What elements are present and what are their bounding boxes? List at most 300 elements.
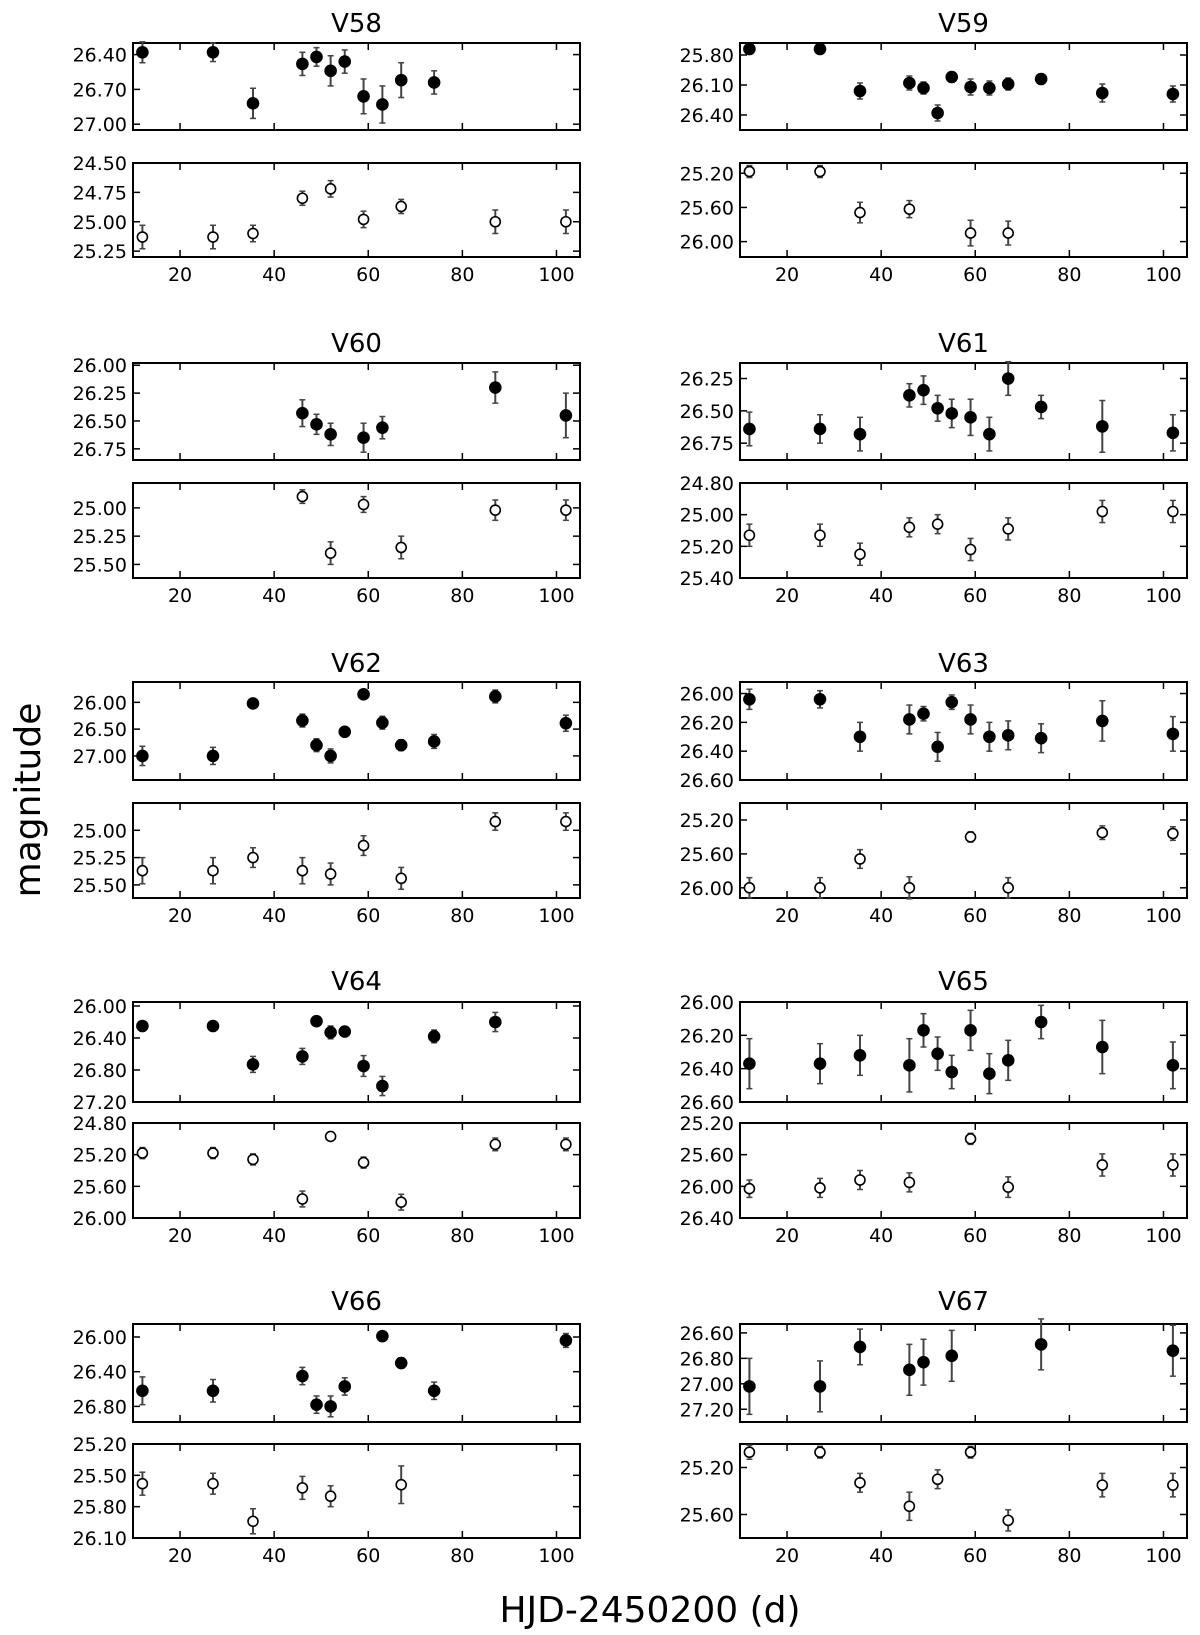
y-tick-label: 26.40: [72, 1028, 127, 1050]
open-marker: [855, 549, 865, 559]
y-tick-label: 27.00: [679, 1373, 734, 1396]
data-point: [207, 747, 218, 764]
data-point: [933, 515, 943, 534]
open-marker: [855, 1478, 865, 1488]
plot-frame: [740, 163, 1187, 257]
open-marker: [744, 530, 754, 540]
data-point: [377, 86, 388, 123]
filled-marker: [946, 72, 957, 83]
panel-v59: [680, 9, 1187, 286]
open-marker: [326, 1491, 336, 1501]
filled-marker: [946, 408, 957, 419]
upper-subplot: [73, 996, 580, 1114]
upper-subplot: [73, 682, 580, 780]
filled-marker: [207, 47, 218, 58]
data-point: [946, 72, 957, 83]
y-tick-label: 25.25: [72, 526, 127, 549]
y-tick-label: 25.50: [72, 554, 127, 577]
open-marker: [490, 505, 500, 515]
lower-subplot: [680, 803, 1187, 927]
x-tick-label: 60: [963, 1545, 988, 1567]
y-tick-label: 25.20: [679, 809, 734, 832]
panel-title: V60: [331, 329, 382, 359]
data-point: [339, 1026, 350, 1037]
data-point: [207, 1021, 218, 1032]
data-point: [946, 1330, 957, 1381]
data-point: [815, 166, 825, 178]
x-tick-label: 60: [356, 905, 381, 927]
data-point: [965, 399, 976, 435]
x-tick-label: 100: [1145, 1545, 1182, 1567]
filled-marker: [932, 108, 943, 119]
filled-marker: [297, 1371, 308, 1382]
open-marker: [744, 1447, 754, 1457]
x-tick-label: 80: [450, 1545, 475, 1567]
filled-marker: [1036, 74, 1047, 85]
filled-marker: [904, 390, 915, 401]
open-marker: [297, 866, 307, 876]
data-point: [918, 707, 929, 721]
y-tick-label: 26.60: [679, 1322, 734, 1345]
filled-marker: [965, 82, 976, 93]
data-point: [377, 716, 388, 729]
filled-marker: [339, 1381, 350, 1392]
filled-marker: [1167, 728, 1178, 739]
data-point: [918, 1339, 929, 1385]
y-tick-label: 25.20: [679, 536, 734, 559]
x-tick-label: 80: [1057, 264, 1082, 286]
y-tick-label: 25.20: [679, 1113, 734, 1135]
filled-marker: [984, 731, 995, 742]
data-point: [1036, 724, 1047, 753]
filled-marker: [325, 750, 336, 761]
data-point: [137, 225, 147, 249]
filled-marker: [396, 740, 407, 751]
filled-marker: [137, 1021, 148, 1032]
filled-marker: [377, 1081, 388, 1092]
data-point: [339, 726, 350, 737]
filled-marker: [207, 750, 218, 761]
data-point: [1097, 701, 1108, 741]
x-tick-label: 20: [774, 1545, 800, 1567]
filled-marker: [814, 694, 825, 705]
open-marker: [561, 1139, 571, 1149]
data-point: [855, 1171, 865, 1190]
filled-marker: [137, 1385, 148, 1396]
panel-grid: [73, 9, 1187, 1567]
filled-marker: [904, 1060, 915, 1071]
data-point: [744, 1180, 754, 1197]
open-marker: [815, 530, 825, 540]
x-tick-label: 20: [774, 905, 800, 927]
data-point: [1036, 74, 1047, 85]
filled-marker: [339, 1026, 350, 1037]
plot-frame: [740, 363, 1187, 460]
open-marker: [396, 1197, 406, 1207]
data-point: [744, 878, 754, 898]
data-point: [561, 1138, 571, 1151]
open-marker: [1168, 507, 1178, 517]
data-point: [325, 749, 336, 763]
filled-marker: [946, 1350, 957, 1361]
open-marker: [137, 866, 147, 876]
data-point: [396, 63, 407, 98]
open-marker: [815, 167, 825, 177]
filled-marker: [297, 58, 308, 69]
y-tick-label: 25.50: [72, 874, 127, 897]
y-tick-label: 26.60: [679, 1092, 734, 1114]
x-tick-label: 100: [1145, 905, 1182, 927]
filled-marker: [297, 715, 308, 726]
x-tick-label: 80: [1057, 905, 1082, 927]
data-point: [311, 48, 322, 67]
y-tick-label: 25.60: [72, 1176, 127, 1199]
filled-marker: [358, 689, 369, 700]
data-point: [904, 1344, 915, 1395]
x-tick-label: 60: [963, 585, 988, 607]
data-point: [358, 1056, 369, 1077]
data-point: [815, 878, 825, 898]
data-point: [137, 858, 147, 884]
data-point: [918, 82, 929, 94]
y-tick-label: 26.00: [679, 992, 734, 1014]
y-tick-label: 26.25: [72, 383, 127, 406]
filled-marker: [560, 410, 571, 421]
filled-marker: [854, 1341, 865, 1352]
plot-frame: [133, 1002, 580, 1102]
open-marker: [297, 1483, 307, 1493]
y-tick-label: 26.80: [72, 1060, 127, 1082]
data-point: [490, 372, 501, 403]
data-point: [429, 1382, 440, 1399]
panel-title: V61: [938, 329, 989, 359]
data-point: [966, 1133, 976, 1144]
filled-marker: [1097, 1042, 1108, 1053]
filled-marker: [311, 419, 322, 430]
upper-subplot: [680, 992, 1187, 1114]
data-point: [560, 1334, 571, 1348]
data-point: [297, 1191, 307, 1207]
lower-subplot: [73, 153, 580, 286]
filled-marker: [377, 99, 388, 110]
filled-marker: [918, 385, 929, 396]
plot-frame: [740, 1123, 1187, 1218]
data-point: [247, 88, 258, 118]
filled-marker: [1036, 1017, 1047, 1028]
x-tick-label: 40: [262, 264, 287, 286]
x-tick-label: 80: [450, 264, 475, 286]
data-point: [490, 1138, 500, 1151]
data-point: [326, 1486, 336, 1507]
filled-marker: [560, 718, 571, 729]
filled-marker: [744, 44, 755, 55]
filled-marker: [429, 736, 440, 747]
y-tick-label: 26.00: [72, 355, 127, 378]
data-point: [561, 500, 571, 520]
open-marker: [855, 208, 865, 218]
upper-subplot: [73, 42, 580, 136]
data-point: [946, 1055, 957, 1088]
plot-frame: [133, 1324, 580, 1422]
open-marker: [966, 832, 976, 842]
data-point: [904, 1492, 914, 1520]
y-tick-label: 25.80: [72, 1496, 127, 1519]
open-marker: [208, 232, 218, 242]
filled-marker: [377, 422, 388, 433]
filled-marker: [1003, 730, 1014, 741]
y-tick-label: 25.60: [679, 1504, 734, 1527]
data-point: [984, 1054, 995, 1094]
y-tick-label: 26.40: [72, 1361, 127, 1384]
open-marker: [561, 817, 571, 827]
lower-subplot: [73, 1113, 580, 1247]
data-point: [984, 417, 995, 451]
data-point: [1003, 1040, 1014, 1080]
y-tick-label: 24.50: [72, 153, 127, 175]
filled-marker: [429, 1385, 440, 1396]
data-point: [248, 1509, 258, 1534]
data-point: [1003, 1510, 1013, 1531]
data-point: [396, 1358, 407, 1369]
panel-title: V67: [938, 1287, 989, 1317]
data-point: [904, 1173, 914, 1192]
filled-marker: [965, 1025, 976, 1036]
filled-marker: [311, 740, 322, 751]
data-point: [490, 500, 500, 520]
lower-subplot: [73, 483, 580, 607]
filled-marker: [325, 65, 336, 76]
y-tick-label: 26.00: [679, 231, 734, 254]
data-point: [1167, 1042, 1178, 1089]
data-point: [1097, 1473, 1107, 1497]
plot-frame: [133, 803, 580, 898]
data-point: [815, 1446, 825, 1458]
open-marker: [396, 1480, 406, 1490]
data-point: [297, 191, 307, 205]
open-marker: [1003, 1182, 1013, 1192]
panel-title: V65: [938, 967, 989, 997]
filled-marker: [904, 78, 915, 89]
y-tick-label: 25.50: [72, 1465, 127, 1488]
y-tick-label: 24.80: [679, 473, 734, 495]
open-marker: [137, 1479, 147, 1489]
plot-frame: [133, 682, 580, 780]
data-point: [1097, 1020, 1108, 1073]
open-marker: [396, 873, 406, 883]
data-point: [326, 1131, 336, 1141]
data-point: [297, 400, 308, 427]
filled-marker: [1003, 373, 1014, 384]
data-point: [396, 1466, 406, 1504]
y-tick-label: 26.00: [72, 1327, 127, 1350]
plot-frame: [133, 1444, 580, 1538]
data-point: [429, 71, 440, 94]
open-marker: [208, 1479, 218, 1489]
x-tick-label: 100: [538, 585, 575, 607]
y-tick-label: 26.20: [679, 712, 734, 735]
open-marker: [815, 883, 825, 893]
data-point: [744, 524, 754, 546]
open-marker: [1168, 829, 1178, 839]
data-point: [1167, 415, 1178, 451]
open-marker: [326, 548, 336, 558]
filled-marker: [932, 403, 943, 414]
data-point: [904, 705, 915, 734]
panel-v64: [73, 967, 580, 1247]
data-point: [325, 1396, 336, 1417]
x-tick-label: 100: [538, 264, 575, 286]
plot-frame: [740, 682, 1187, 780]
y-axis-label: magnitude: [8, 702, 49, 898]
x-tick-label: 80: [1057, 585, 1082, 607]
data-point: [904, 1039, 915, 1092]
y-tick-label: 26.60: [679, 770, 734, 792]
open-marker: [490, 1139, 500, 1149]
data-point: [297, 52, 308, 75]
open-marker: [744, 167, 754, 177]
open-marker: [966, 545, 976, 555]
data-point: [490, 210, 500, 234]
filled-marker: [946, 1067, 957, 1078]
data-point: [904, 76, 915, 90]
upper-subplot: [680, 682, 1187, 792]
filled-marker: [207, 1021, 218, 1032]
x-tick-label: 40: [869, 1225, 894, 1247]
data-point: [561, 210, 571, 234]
x-tick-label: 60: [356, 1225, 381, 1247]
data-point: [814, 44, 825, 55]
y-tick-label: 26.40: [679, 741, 734, 764]
filled-marker: [814, 1058, 825, 1069]
x-tick-label: 40: [262, 585, 287, 607]
data-point: [297, 1367, 308, 1384]
filled-marker: [1097, 715, 1108, 726]
open-marker: [966, 1134, 976, 1144]
data-point: [359, 836, 369, 856]
filled-marker: [918, 83, 929, 94]
y-tick-label: 25.60: [679, 843, 734, 866]
filled-marker: [918, 1025, 929, 1036]
open-marker: [904, 522, 914, 532]
data-point: [311, 739, 322, 752]
data-point: [814, 691, 825, 708]
data-point: [325, 1026, 336, 1039]
open-marker: [966, 1447, 976, 1457]
filled-marker: [814, 1381, 825, 1392]
y-tick-label: 25.00: [72, 497, 127, 520]
x-tick-label: 100: [538, 905, 575, 927]
filled-marker: [560, 1335, 571, 1346]
data-point: [429, 1030, 440, 1043]
filled-marker: [918, 1357, 929, 1368]
data-point: [137, 1377, 148, 1405]
open-marker: [815, 1447, 825, 1457]
filled-marker: [325, 1027, 336, 1038]
filled-marker: [1167, 89, 1178, 100]
filled-marker: [429, 77, 440, 88]
filled-marker: [965, 714, 976, 725]
data-point: [561, 813, 571, 830]
y-tick-label: 26.40: [679, 1208, 734, 1230]
plot-frame: [740, 803, 1187, 898]
open-marker: [297, 1194, 307, 1204]
filled-marker: [339, 56, 350, 67]
filled-marker: [311, 51, 322, 62]
open-marker: [490, 817, 500, 827]
filled-marker: [396, 75, 407, 86]
panel-v58: [73, 9, 580, 286]
y-tick-label: 27.00: [72, 114, 127, 137]
data-point: [1036, 1319, 1047, 1370]
data-point: [359, 211, 369, 227]
data-point: [932, 732, 943, 761]
data-point: [946, 695, 957, 709]
data-point: [1168, 1154, 1178, 1176]
data-point: [815, 1178, 825, 1197]
x-axis-label: HJD-2450200 (d): [499, 1590, 801, 1631]
data-point: [137, 1148, 147, 1159]
open-marker: [855, 1175, 865, 1185]
open-marker: [359, 214, 369, 224]
data-point: [744, 689, 755, 709]
filled-marker: [377, 717, 388, 728]
data-point: [248, 225, 258, 241]
filled-marker: [358, 1061, 369, 1072]
x-tick-label: 60: [356, 264, 381, 286]
panel-title: V58: [331, 9, 382, 39]
y-tick-label: 27.00: [72, 745, 127, 768]
lower-subplot: [73, 1434, 580, 1567]
filled-marker: [1036, 733, 1047, 744]
filled-marker: [396, 1358, 407, 1369]
filled-marker: [1003, 1055, 1014, 1066]
panel-v61: [680, 329, 1187, 607]
data-point: [1097, 401, 1108, 453]
data-point: [904, 877, 914, 899]
data-point: [1003, 221, 1013, 245]
y-tick-label: 26.00: [679, 1176, 734, 1199]
x-tick-label: 100: [1145, 1225, 1182, 1247]
upper-subplot: [73, 355, 580, 461]
filled-marker: [744, 1381, 755, 1392]
panel-v67: [680, 1287, 1187, 1567]
open-marker: [248, 853, 258, 863]
panel-v62: [73, 649, 580, 927]
x-tick-label: 80: [450, 905, 475, 927]
open-marker: [208, 1148, 218, 1158]
open-marker: [744, 883, 754, 893]
data-point: [1003, 878, 1013, 898]
data-point: [137, 1021, 148, 1032]
data-point: [965, 79, 976, 95]
data-point: [932, 1037, 943, 1070]
filled-marker: [490, 382, 501, 393]
data-point: [311, 1396, 322, 1413]
y-tick-label: 25.20: [72, 1434, 127, 1456]
open-marker: [248, 1154, 258, 1164]
data-point: [208, 1473, 218, 1494]
data-point: [311, 414, 322, 434]
open-marker: [904, 883, 914, 893]
filled-marker: [1097, 421, 1108, 432]
x-tick-label: 60: [963, 264, 988, 286]
open-marker: [137, 1148, 147, 1158]
data-point: [984, 722, 995, 751]
filled-marker: [946, 697, 957, 708]
filled-marker: [247, 1059, 258, 1070]
filled-marker: [137, 750, 148, 761]
filled-marker: [490, 691, 501, 702]
